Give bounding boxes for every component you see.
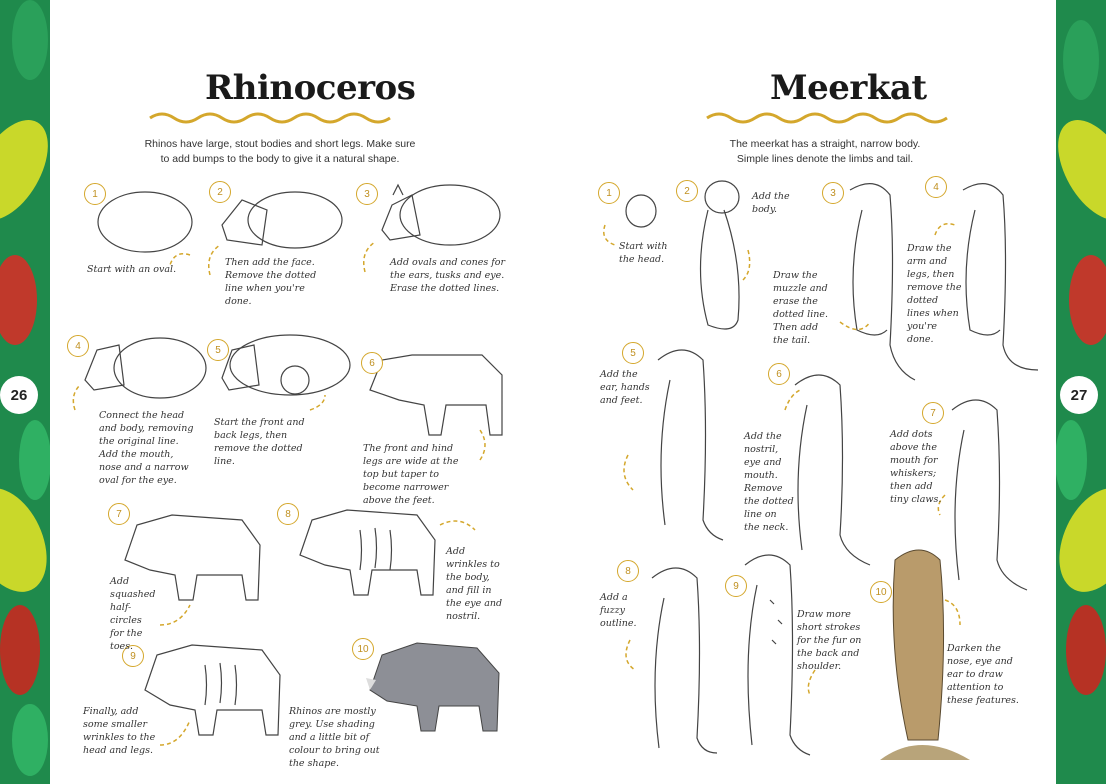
meerkat-step-number: 9 xyxy=(725,575,747,597)
meerkat-step1-note: Start with the head. xyxy=(619,241,668,265)
meerkat-step-number: 4 xyxy=(925,176,947,198)
rhino-step-number: 5 xyxy=(207,339,229,361)
meerkat-step-number: 7 xyxy=(922,402,944,424)
meerkat-step4-sketch xyxy=(963,184,1038,370)
rhino-step-number: 3 xyxy=(356,183,378,205)
rhino-step8-note: Add wrinkles to the body, and fill in the eye and nostril. xyxy=(446,546,503,622)
meerkat-step3-sketch xyxy=(850,184,915,380)
rhino-step5-sketch xyxy=(222,335,350,395)
rhino-step-number: 9 xyxy=(122,645,144,667)
meerkat-step5-note: Add the ear, hands and feet. xyxy=(600,369,650,406)
meerkat-step1-sketch xyxy=(626,195,656,227)
wavy-underline-right xyxy=(707,114,947,122)
rhino-step-number: 6 xyxy=(361,352,383,374)
meerkat-intro-line2: Simple lines denote the limbs and tail. xyxy=(736,153,914,165)
meerkat-step7-note: Add dots above the mouth for whiskers; then add tiny claws. xyxy=(890,429,942,505)
rhino-step-number: 8 xyxy=(277,503,299,525)
rhino-step4-note: Connect the head and body, removing the original line. Add the mouth, nose and a narrow oval for the eye. xyxy=(99,410,194,486)
rhino-step1-note: Start with an oval. xyxy=(87,264,177,275)
meerkat-step6-note: Add the nostril, eye and mouth. Remove the dotted line on the neck. xyxy=(744,431,794,533)
rhino-step6-sketch xyxy=(370,355,502,435)
rhino-step4-sketch xyxy=(85,338,206,398)
meerkat-step3-note: Draw the muzzle and erase the dotted line. Then add the tail. xyxy=(773,270,828,346)
rhino-step-number: 2 xyxy=(209,181,231,203)
rhino-step9-note: Finally, add some smaller wrinkles to the head and legs. xyxy=(83,706,156,756)
rhino-step5-note: Start the front and back legs, then remove the dotted line. xyxy=(214,417,305,467)
rhino-step3-sketch xyxy=(382,185,500,245)
rhino-title: Rhinoceros xyxy=(205,68,416,108)
rhino-step6-note: The front and hind legs are wide at the top but taper to become narrower above the feet. xyxy=(363,443,459,506)
rhino-step-number: 4 xyxy=(67,335,89,357)
wavy-underline-left xyxy=(150,114,390,122)
meerkat-step8-sketch xyxy=(652,568,717,753)
meerkat-step6-sketch xyxy=(795,375,870,565)
meerkat-step2-note: Add the body. xyxy=(752,191,790,215)
meerkat-step8-note: Add a fuzzy outline. xyxy=(600,592,637,629)
rhino-intro-line1: Rhinos have large, stout bodies and short legs. Make sure xyxy=(144,138,416,150)
rhino-step3-note: Add ovals and cones for the ears, tusks and eye. Erase the dotted lines. xyxy=(390,257,506,294)
meerkat-step5-sketch xyxy=(658,350,723,540)
meerkat-step-number: 10 xyxy=(870,581,892,603)
rhino-intro-line2: to add bumps to the body to give it a natural shape. xyxy=(160,153,400,165)
rhino-step10-note: Rhinos are mostly grey. Use shading and a little bit of colour to bring out the shape. xyxy=(289,706,380,769)
meerkat-step9-note: Draw more short strokes for the fur on the back and shoulder. xyxy=(797,609,862,672)
meerkat-step-number: 2 xyxy=(676,180,698,202)
page-number-right: 27 xyxy=(1060,376,1098,414)
rhino-step2-note: Then add the face. Remove the dotted line when you're done. xyxy=(225,257,317,307)
meerkat-step-number: 3 xyxy=(822,182,844,204)
meerkat-step-number: 1 xyxy=(598,182,620,204)
meerkat-step7-sketch xyxy=(952,400,1027,590)
meerkat-step-number: 8 xyxy=(617,560,639,582)
rhino-step-number: 10 xyxy=(352,638,374,660)
meerkat-step-number: 5 xyxy=(622,342,644,364)
meerkat-step10-note: Darken the nose, eye and ear to draw attention to these features. xyxy=(947,643,1019,706)
rhino-step8-sketch xyxy=(300,510,435,595)
meerkat-intro-line1: The meerkat has a straight, narrow body. xyxy=(729,138,921,150)
rhino-step-number: 7 xyxy=(108,503,130,525)
meerkat-step2-sketch xyxy=(701,181,740,329)
rhino-step1-sketch xyxy=(98,192,192,252)
meerkat-step-number: 6 xyxy=(768,363,790,385)
meerkat-title: Meerkat xyxy=(770,68,927,108)
rhino-step-number: 1 xyxy=(84,183,106,205)
rhino-step7-note: Add squashed half-circles for the toes. xyxy=(110,576,156,652)
rhino-intro xyxy=(140,137,420,167)
rhino-step9-sketch xyxy=(145,645,280,735)
meerkat-intro xyxy=(700,137,950,167)
rhino-step2-sketch xyxy=(222,192,342,248)
page-number-left: 26 xyxy=(0,376,38,414)
meerkat-step4-note: Draw the arm and legs, then remove the dotted lines when you're done. xyxy=(907,243,962,345)
